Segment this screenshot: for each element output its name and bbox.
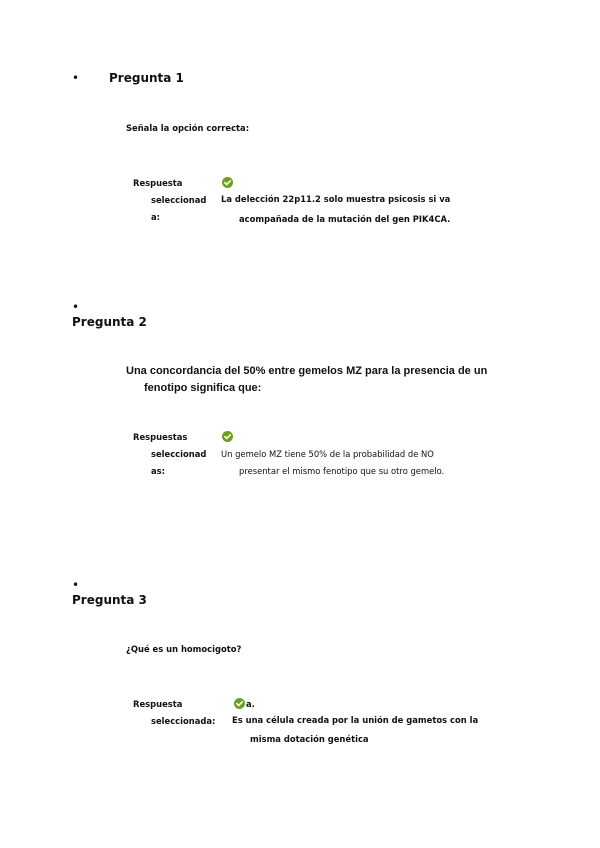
question-3-prompt: ¿Qué es un homocigoto? [126, 644, 242, 654]
bullet: • [72, 300, 80, 314]
check-circle-icon [222, 177, 233, 188]
check-circle-icon [234, 698, 245, 709]
question-3-title: Pregunta 3 [72, 593, 147, 607]
answer-label: Respuesta seleccionada: [133, 699, 216, 726]
question-1-prompt: Señala la opción correcta: [126, 123, 250, 133]
selected-answer: La delección 22p11.2 solo muestra psicosis si va acompañada de la mutación del gen PIK4CA. [221, 194, 451, 224]
selected-answer: Es una célula creada por la unión de gametos con la misma dotación genética [232, 715, 479, 744]
answer-label: Respuestas seleccionad as: [133, 432, 207, 476]
question-2-prompt: Una concordancia del 50% entre gemelos MZ para la presencia de un fenotipo significa que: [126, 365, 488, 394]
answer-label: Respuesta seleccionad a: [133, 178, 207, 222]
bullet: • [72, 71, 80, 85]
option-letter: a. [246, 699, 255, 709]
bullet: • [72, 578, 80, 592]
question-1-title: Pregunta 1 [109, 71, 184, 85]
check-circle-icon [222, 431, 233, 442]
question-2-title: Pregunta 2 [72, 315, 147, 329]
selected-answer: Un gemelo MZ tiene 50% de la probabilidad de NO presentar el mismo fenotipo que su otro gemelo. [221, 449, 445, 476]
